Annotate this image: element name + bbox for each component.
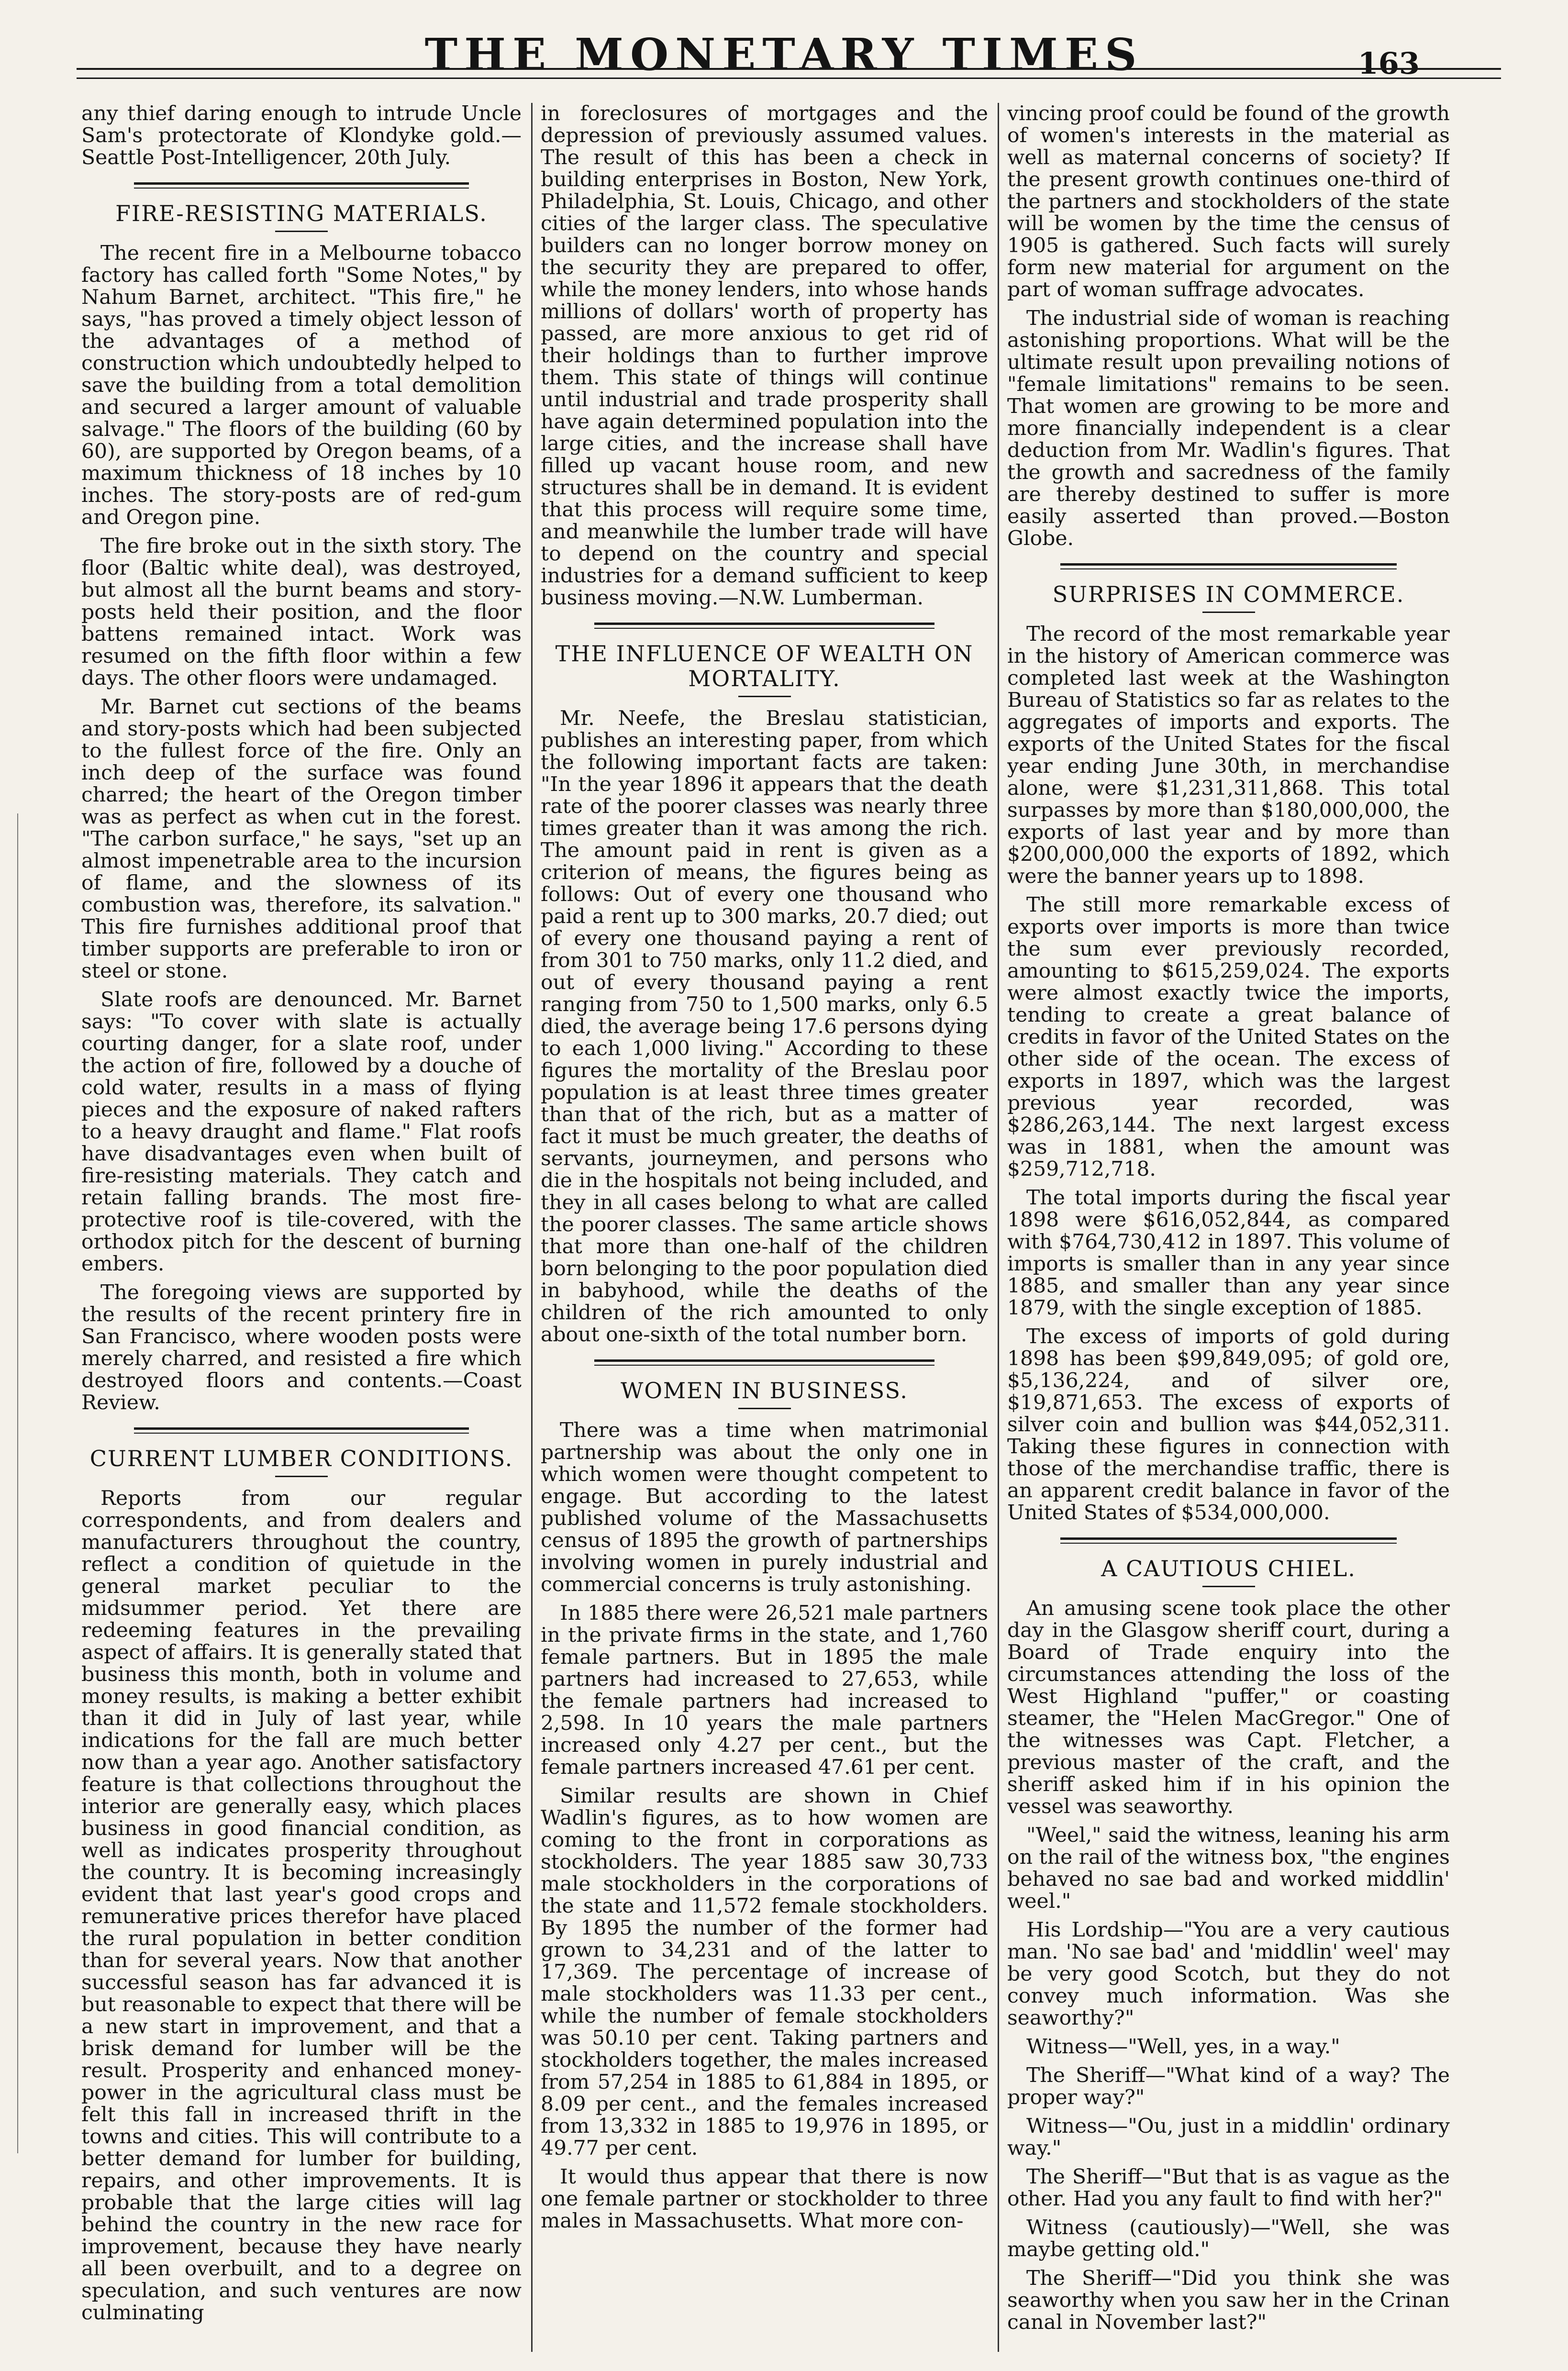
col1-intro-text: any thief daring enough to intrude Uncle Sam's protectorate of Klondyke gold.—Seattle Post-Intelligencer, 20th July.	[81, 103, 522, 169]
chiel-para-8: Witness (cautiously)—"Well, she was maybe getting old."	[1007, 2216, 1450, 2261]
col2-continued-text: in foreclosures of mortgages and the depression of previously assumed values. The result of this has been a check in building enterprises in Boston, New York, Philadelphia, St. Louis, Chicago, and other cities of the larger class. The speculative builders can no longer borrow money on the security they are prepared to offer, while the money lenders, into whose hands millions of dollars' worth of property has passed, are more anxious to get rid of their holdings than to further improve them. This state of things will continue until industrial and trade prosperity shall have again determined population into the large cities, and the increase shall have filled up vacant house room, and new structures shall be in demand. It is evident that this process will require some time, and meanwhile the lumber trade will have to depend on the country and special industries for a demand sufficient to keep business moving.—N.W. Lumberman.	[541, 103, 988, 610]
women-para-3: Similar results are shown in Chief Wadlin's figures, as to how women are coming to the front in corporations as stockholders. The year 1885 saw 30,733 male stockholders in the corporations of the state and 11,572 female stockholders. By 1895 the number of the former had grown to 34,231 and of the latter to 17,369. The percentage of increase of male stockholders was 11.33 per cent., while the number of female stockholders was 50.10 per cent. Taking partners and stockholders together, the males increased from 57,254 in 1885 to 61,884 in 1895, or 8.09 per cent., and the females increased from 13,332 in 1885 to 19,976 in 1895, or 49.77 per cent.	[541, 1784, 988, 2160]
fire-para-5: The foregoing views are supported by the results of the recent printery fire in San Francisco, where wooden posts were merely charred, and resisted a fire which destroyed floors and contents.—Coast Review.	[81, 1281, 522, 1414]
section-divider	[1060, 1537, 1397, 1544]
section-divider	[134, 182, 468, 189]
women-para-1: There was a time when matrimonial partnership was about the only one in which women were thought competent to engage. But according to the latest published volume of the Massachusetts census of 1895 the growth of partnerships involving women in purely industrial and commercial concerns is truly astonishing.	[541, 1419, 988, 1596]
women-para-4: It would thus appear that there is now one female partner or stockholder to three males in Massachusetts. What more con-	[541, 2165, 988, 2233]
section-divider	[1060, 563, 1397, 569]
column-3	[1007, 103, 1450, 2361]
fire-para-2: The fire broke out in the sixth story. The floor (Baltic white deal), was destroyed, but almost all the burnt beams and story-posts held their position, and the floor battens remained intact. Work was resumed on the fifth floor within a few days. The other floors were undamaged.	[81, 534, 522, 690]
commerce-para-3: The total imports during the fiscal year 1898 were $616,052,844, as compared with $764,730,412 in 1897. This volume of imports is smaller than in any year since 1885, and smaller than any year since 1879, with the single exception of 1885.	[1007, 1186, 1450, 1320]
fire-resisting-heading: FIRE-RESISTING MATERIALS.	[115, 200, 488, 226]
page-number: 163	[1357, 46, 1420, 81]
heading-dash	[738, 1408, 791, 1409]
page-edge-line	[17, 813, 18, 2153]
women-para-2: In 1885 there were 26,521 male partners in the private firms in the state, and 1,760 female partners. But in 1895 the male partners had increased to 27,653, while the female partners had increased to 2,598. In 10 years the male partners increased only 4.27 per cent., but the female partners increased 47.61 per cent.	[541, 1602, 988, 1779]
fire-para-1: The recent fire in a Melbourne tobacco factory has called forth "Some Notes," by Nahum Barnet, architect. "This fire," he says, "has proved a timely object lesson of the advantages of a method of construction which undoubtedly helped to save the building from a total demolition and secured a larger amount of valuable salvage." The floors of the building (60 by 60), are supported by Oregon beams, of a maximum thickness of 18 inches by 10 inches. The story-posts are of red-gum and Oregon pine.	[81, 242, 522, 529]
section-divider	[594, 623, 934, 629]
fire-para-4: Slate roofs are denounced. Mr. Barnet says: "To cover with slate is actually courting danger, for a slate roof, under the action of fire, followed by a douche of cold water, results in a mass of flying pieces and the exposure of naked rafters to a heavy draught and flame." Flat roofs have disadvantages even when built of fire-resisting materials. They catch and retain falling brands. The most fire-protective roof is tile-covered, with the orthodox pitch for the descent of burning embers.	[81, 988, 522, 1276]
chiel-para-1: An amusing scene took place the other day in the Glasgow sheriff court, during a Board of Trade enquiry into the circumstances attending the loss of the West Highland "puffer," or coasting steamer, the "Helen MacGregor." One of the witnesses was Capt. Fletcher, a previous master of the craft, and the sheriff asked him if in his opinion the vessel was seaworthy.	[1007, 1597, 1450, 1818]
chiel-para-5: The Sheriff—"What kind of a way? The proper way?"	[1007, 2064, 1450, 2109]
col3-continued-text: vincing proof could be found of the growth of women's interests in the material as well as maternal concerns of society? If the present growth continues one-third of the partners and stockholders of the state will be women by the time the census of 1905 is gathered. Such facts will surely form new material for argument on the part of woman suffrage advocates.	[1007, 103, 1450, 301]
commerce-para-1: The record of the most remarkable year in the history of American commerce was completed last week at the Washington Bureau of Statistics so far as relates to the aggregates of imports and exports. The exports of the United States for the fiscal year ending June 30th, in merchandise alone, were $1,231,311,868. This total surpasses by more than $180,000,000, the exports of last year and by more than $200,000,000 the exports of 1892, which were the banner years up to 1898.	[1007, 623, 1450, 888]
column-2	[541, 103, 988, 2361]
cautious-chiel-heading: A CAUTIOUS CHIEL.	[1101, 1556, 1356, 1581]
column-divider-2	[998, 103, 999, 2352]
commerce-para-2: The still more remarkable excess of exports over imports is more than twice the sum ever previously recorded, amounting to $615,259,024. The exports were almost exactly twice the imports, tending to create a great balance of credits in favor of the United States on the other side of the ocean. The excess of exports in 1897, which was the largest previous year recorded, was $286,263,144. The next largest excess was in 1881, when the amount was $259,712,718.	[1007, 893, 1450, 1181]
column-divider-1	[531, 103, 533, 2352]
wealth-mortality-heading: THE INFLUENCE OF WEALTH ON MORTALITY.	[555, 641, 974, 691]
lumber-para-1: Reports from our regular correspondents, and from dealers and manufacturers throughout the country, reflect a condition of quietude in the general market peculiar to the midsummer period. Yet there are redeeming features in the prevailing aspect of affairs. It is generally stated that business this month, both in volume and money results, is making a better exhibit than it did in July of last year, while indications for the fall are much better now than a year ago. Another satisfactory feature is that collections throughout the interior are generally easy, which places business in good financial condition, as well as indicates prosperity throughout the country. It is becoming increasingly evident that last year's good crops and remunerative prices therefor have placed the rural population in better condition than for several years. Now that another successful season has far advanced it is but reasonable to expect that there will be a new start in improvement, and that a brisk demand for lumber will be the result. Prosperity and enhanced money-power in the agricultural class must be felt this fall in increased thrift in the towns and cities. This will contribute to a better demand for lumber for building, repairs, and other improvements. It is probable that the large cities will lag behind the country in the new race for improvement, because they have nearly all been overbuilt, and to a degree on speculation, and such ventures are now culminating	[81, 1487, 522, 2325]
commerce-heading: SURPRISES IN COMMERCE.	[1052, 581, 1405, 607]
chiel-para-3: His Lordship—"You are a very cautious man. 'No sae bad' and 'middlin' weel' may be very good Scotch, but they do not convey much information. Was she seaworthy?"	[1007, 1918, 1450, 2030]
heading-dash	[1202, 1586, 1255, 1587]
chiel-para-4: Witness—"Well, yes, in a way."	[1026, 2035, 1340, 2059]
chiel-para-2: "Weel," said the witness, leaning his arm on the rail of the witness box, "the engines behaved no sae bad and worked middlin' weel."	[1007, 1824, 1450, 1913]
publication-title: THE MONETARY TIMES	[424, 29, 1144, 80]
header-rule-secondary	[77, 78, 1501, 79]
column-1	[81, 103, 522, 2361]
heading-dash	[738, 696, 791, 697]
heading-dash	[275, 1476, 328, 1477]
header-rule	[77, 68, 1501, 70]
section-divider	[134, 1427, 468, 1434]
chiel-para-7: The Sheriff—"But that is as vague as the other. Had you any fault to find with her?"	[1007, 2165, 1450, 2211]
women-business-heading: WOMEN IN BUSINESS.	[621, 1378, 908, 1403]
chiel-para-9: The Sheriff—"Did you think she was seaworthy when you saw her in the Crinan canal in November last?"	[1007, 2267, 1450, 2334]
col3-para-2: The industrial side of woman is reaching astonishing proportions. What will be the ultimate result upon prevailing notions of "female limitations" remains to be seen. That women are growing to be more and more financially independent is a clear deduction from Mr. Wadlin's figures. That the growth and sacredness of the family are thereby destined to suffer is more easily asserted than proved.—Boston Globe.	[1007, 307, 1450, 550]
chiel-para-6: Witness—"Ou, just in a middlin' ordinary way."	[1007, 2115, 1450, 2160]
commerce-para-4: The excess of imports of gold during 1898 has been $99,849,095; of gold ore, $5,136,224, and of silver ore, $19,871,653. The excess of exports of silver coin and bullion was $44,052,311. Taking these figures in connection with those of the merchandise traffic, there is an apparent credit balance in favor of the United States of $534,000,000.	[1007, 1325, 1450, 1525]
fire-para-3: Mr. Barnet cut sections of the beams and story-posts which had been subjected to the fullest force of the fire. Only an inch deep of the surface was found charred; the heart of the Oregon timber was as perfect as when cut in the forest. "The carbon surface," he says, "set up an almost impenetrable area to the incursion of flame, and the slowness of its combustion was, therefore, its salvation." This fire furnishes additional proof that timber supports are preferable to iron or steel or stone.	[81, 695, 522, 983]
wealth-para-1: Mr. Neefe, the Breslau statistician, publishes an interesting paper, from which the following important facts are taken: "In the year 1896 it appears that the death rate of the poorer classes was nearly three times greater than it was among the rich. The amount paid in rent is given as a criterion of means, the figures being as follows: Out of every one thousand who paid a rent up to 300 marks, 20.7 died; out of every one thousand paying a rent of from 301 to 750 marks, only 11.2 died, and out of every thousand paying a rent ranging from 750 to 1,500 marks, only 6.5 died, the average being 17.6 persons dying to each 1,000 living." According to these figures the mortality of the Breslau poor population is at least three times greater than that of the rich, but as a matter of fact it must be much greater, the deaths of servants, journeymen, and persons who die in the hospitals not being included, and they in all cases belong to what are called the poorer classes. The same article shows that more than one-half of the children born belonging to the poor population died in babyhood, while the deaths of the children of the rich amounted to only about one-sixth of the total number born.	[541, 707, 988, 1347]
heading-dash	[1202, 612, 1255, 613]
lumber-heading: CURRENT LUMBER CONDITIONS.	[89, 1446, 513, 1471]
section-divider	[594, 1359, 934, 1366]
masthead	[77, 10, 1491, 81]
heading-dash	[275, 231, 328, 232]
